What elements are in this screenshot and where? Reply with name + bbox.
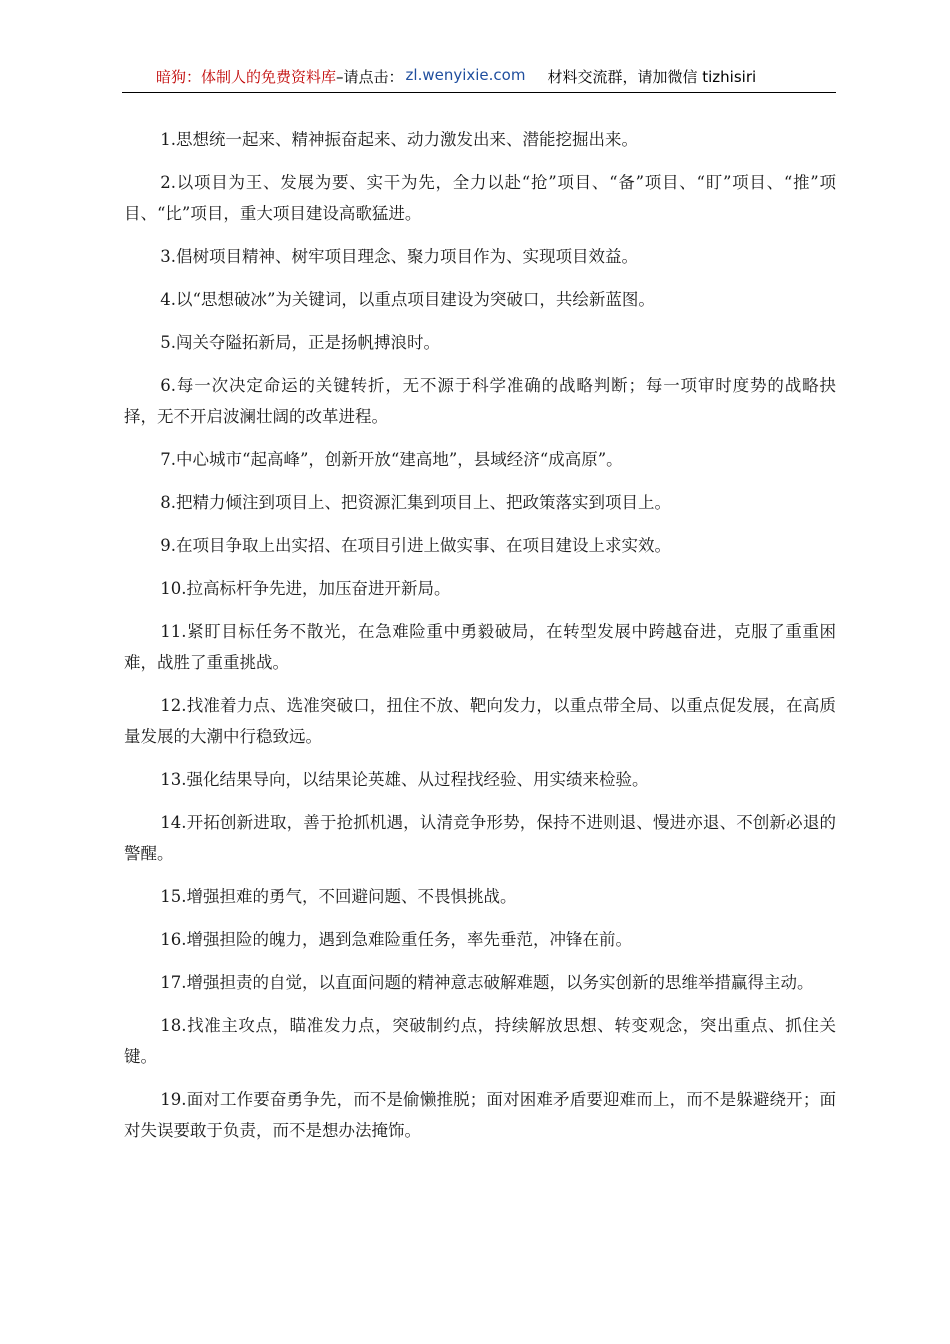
- paragraph-item-10: 10.拉高标杆争先进，加压奋进开新局。: [160, 579, 451, 598]
- document-body: [124, 124, 836, 1158]
- paragraph-item-13: 13.强化结果导向，以结果论英雄、从过程找经验、用实绩来检验。: [160, 770, 649, 789]
- paragraph-item-16: 16.增强担险的魄力，遇到急难险重任务，率先垂范，冲锋在前。: [160, 930, 633, 949]
- paragraph-item-19: 19.面对工作要奋勇争先，而不是偷懒推脱；面对困难矛盾要迎难而上，而不是躲避绕开；面对失误要敢于负责，而不是想办法掩饰。: [124, 1090, 836, 1140]
- paragraph-item-7: 7.中心城市“起高峰”，创新开放“建高地”，县域经济“成高原”。: [160, 450, 623, 469]
- paragraph-item-17: 17.增强担责的自觉，以直面问题的精神意志破解难题，以务实创新的思维举措赢得主动。: [160, 973, 814, 992]
- paragraph-item-3: 3.倡树项目精神、树牢项目理念、聚力项目作为、实现项目效益。: [160, 247, 639, 266]
- paragraph-item-14: 14.开拓创新进取，善于抢抓机遇，认清竞争形势，保持不进则退、慢进亦退、不创新必退的警醒。: [124, 813, 836, 863]
- paragraph-item-8: 8.把精力倾注到项目上、把资源汇集到项目上、把政策落实到项目上。: [160, 493, 672, 512]
- paragraph-item-4: 4.以“思想破冰”为关键词，以重点项目建设为突破口，共绘新蓝图。: [160, 290, 655, 309]
- paragraph-item-5: 5.闯关夺隘拓新局，正是扬帆搏浪时。: [160, 333, 441, 352]
- header-website-link[interactable]: zl.wenyixie.com: [405, 66, 526, 84]
- paragraph-item-9: 9.在项目争取上出实招、在项目引进上做实事、在项目建设上求实效。: [160, 536, 672, 555]
- paragraph-item-6: 6.每一次决定命运的关键转折，无不源于科学准确的战略判断；每一项审时度势的战略抉择，无不开启波澜壮阔的改革进程。: [124, 376, 836, 426]
- paragraph-item-12: 12.找准着力点、选准突破口，扭住不放、靶向发力，以重点带全局、以重点促发展，在高质量发展的大潮中行稳致远。: [124, 696, 836, 746]
- paragraph-item-2: 2.以项目为王、发展为要、实干为先，全力以赴“抢”项目、“备”项目、“盯”项目、“推”项目、“比”项目，重大项目建设高歌猛进。: [124, 173, 836, 223]
- paragraph-item-11: 11.紧盯目标任务不散光，在急难险重中勇毅破局，在转型发展中跨越奋进，克服了重重困难，战胜了重重挑战。: [124, 622, 836, 672]
- header-wechat-group: 材料交流群，请加微信 tizhisiri: [547, 68, 757, 86]
- header-click-prompt: –请点击：: [336, 68, 404, 86]
- paragraph-item-18: 18.找准主攻点，瞄准发力点，突破制约点，持续解放思想、转变观念，突出重点、抓住关键。: [124, 1016, 836, 1066]
- paragraph-item-1: 1.思想统一起来、精神振奋起来、动力激发出来、潜能挖掘出来。: [160, 130, 639, 149]
- paragraph-item-15: 15.增强担难的勇气，不回避问题、不畏惧挑战。: [160, 887, 517, 906]
- header-brand: 暗狗：体制人的免费资料库: [156, 68, 337, 86]
- page-header: [122, 66, 836, 93]
